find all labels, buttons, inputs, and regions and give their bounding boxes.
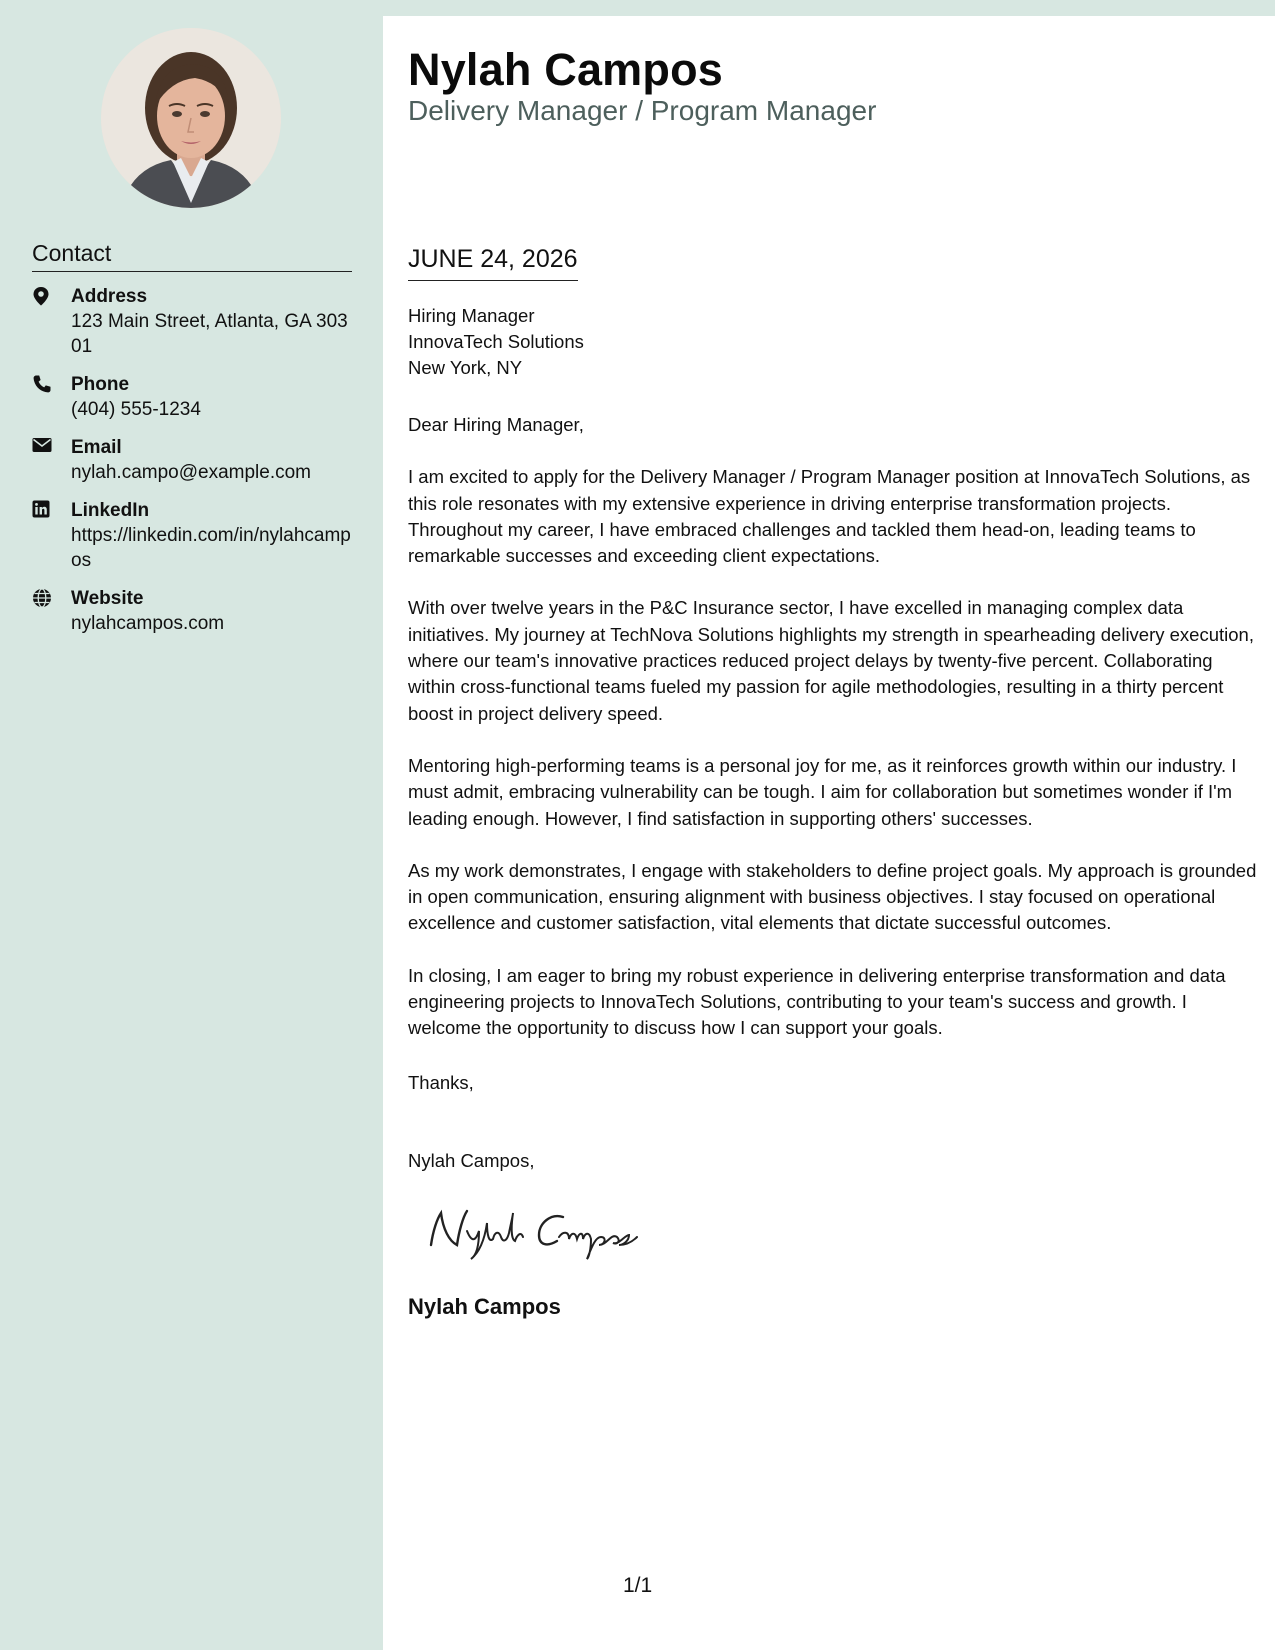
envelope-icon [32, 435, 71, 453]
applicant-role: Delivery Manager / Program Manager [408, 95, 877, 126]
contact-list [32, 284, 357, 649]
letter-paragraph: As my work demonstrates, I engage with stakeholders to define project goals. My approach is grounded in open communication, ensuring alignment with business objectives. I stay focused on operational excellence and customer satisfaction, vital elements that dictate successful outcomes. [408, 859, 1257, 934]
letter-paragraph: I am excited to apply for the Delivery Manager / Program Manager position at InnovaTech Solutions, as this role resonates with my extensive experience in driving enterprise transformation projects. Throughout my career, I have embraced challenges and tackled them head-on, leading teams to remarkable successes and exceeding client expectations. [408, 466, 1251, 567]
signoff-name: Nylah Campos, [408, 1150, 535, 1171]
contact-label-phone: Phone [71, 374, 130, 395]
closing: Thanks, [408, 1072, 474, 1093]
letter-paragraph: In closing, I am eager to bring my robust experience in delivering enterprise transformation and data engineering projects to InnovaTech Solutions, contributing to your team's success and growth. I welcome the opportunity to discuss how I can support your goals. [408, 964, 1226, 1039]
contact-section-title: Contact [32, 240, 352, 272]
applicant-name: Nylah Campos [408, 44, 723, 95]
salutation: Dear Hiring Manager, [408, 414, 584, 435]
contact-label-email: Email [71, 437, 122, 458]
contact-item-phone [32, 372, 357, 422]
contact-label-website: Website [71, 588, 144, 609]
handwritten-signature [423, 1201, 663, 1266]
contact-value-linkedin[interactable]: https://linkedin.com/in/nylahcampos [71, 525, 351, 571]
recipient-location: New York, NY [408, 357, 523, 378]
recipient-title: Hiring Manager [408, 305, 535, 326]
contact-value-email[interactable]: nylah.campo@example.com [71, 462, 312, 483]
profile-photo [101, 28, 281, 208]
signer-name: Nylah Campos [408, 1294, 561, 1319]
globe-icon [32, 586, 71, 608]
contact-label-address: Address [71, 286, 148, 307]
linkedin-icon [32, 498, 71, 518]
letter-page [383, 16, 1275, 1650]
recipient-company: InnovaTech Solutions [408, 331, 584, 352]
sidebar [0, 0, 383, 1650]
letter-paragraph: Mentoring high-performing teams is a personal joy for me, as it reinforces growth within our industry. I must admit, embracing vulnerability can be tough. I aim for collaboration but sometimes wonder if I'm leading enough. However, I find satisfaction in supporting others' successes. [408, 754, 1237, 829]
contact-item-email [32, 435, 357, 485]
contact-value-address: 123 Main Street, Atlanta, GA 30301 [71, 311, 348, 357]
recipient-block [408, 303, 584, 381]
contact-item-address [32, 284, 357, 359]
contact-value-website[interactable]: nylahcampos.com [71, 613, 225, 634]
contact-value-phone: (404) 555-1234 [71, 399, 201, 420]
phone-icon [32, 372, 71, 394]
letter-paragraph: With over twelve years in the P&C Insurance sector, I have excelled in managing complex data initiatives. My journey at TechNova Solutions highlights my strength in spearheading delivery execution, where our team's innovative practices reduced project delays by twenty-five percent. Collaborating within cross-functional teams fueled my passion for agile methodologies, resulting in a thirty percent boost in project delivery speed. [408, 597, 1254, 724]
contact-item-linkedin [32, 498, 357, 573]
page-number: 1/1 [623, 1574, 653, 1597]
contact-label-linkedin: LinkedIn [71, 500, 150, 521]
contact-item-website [32, 586, 357, 636]
portrait-image [101, 28, 281, 208]
letter-date: JUNE 24, 2026 [408, 245, 578, 281]
letter-body [408, 412, 1258, 1068]
map-pin-icon [32, 284, 71, 306]
